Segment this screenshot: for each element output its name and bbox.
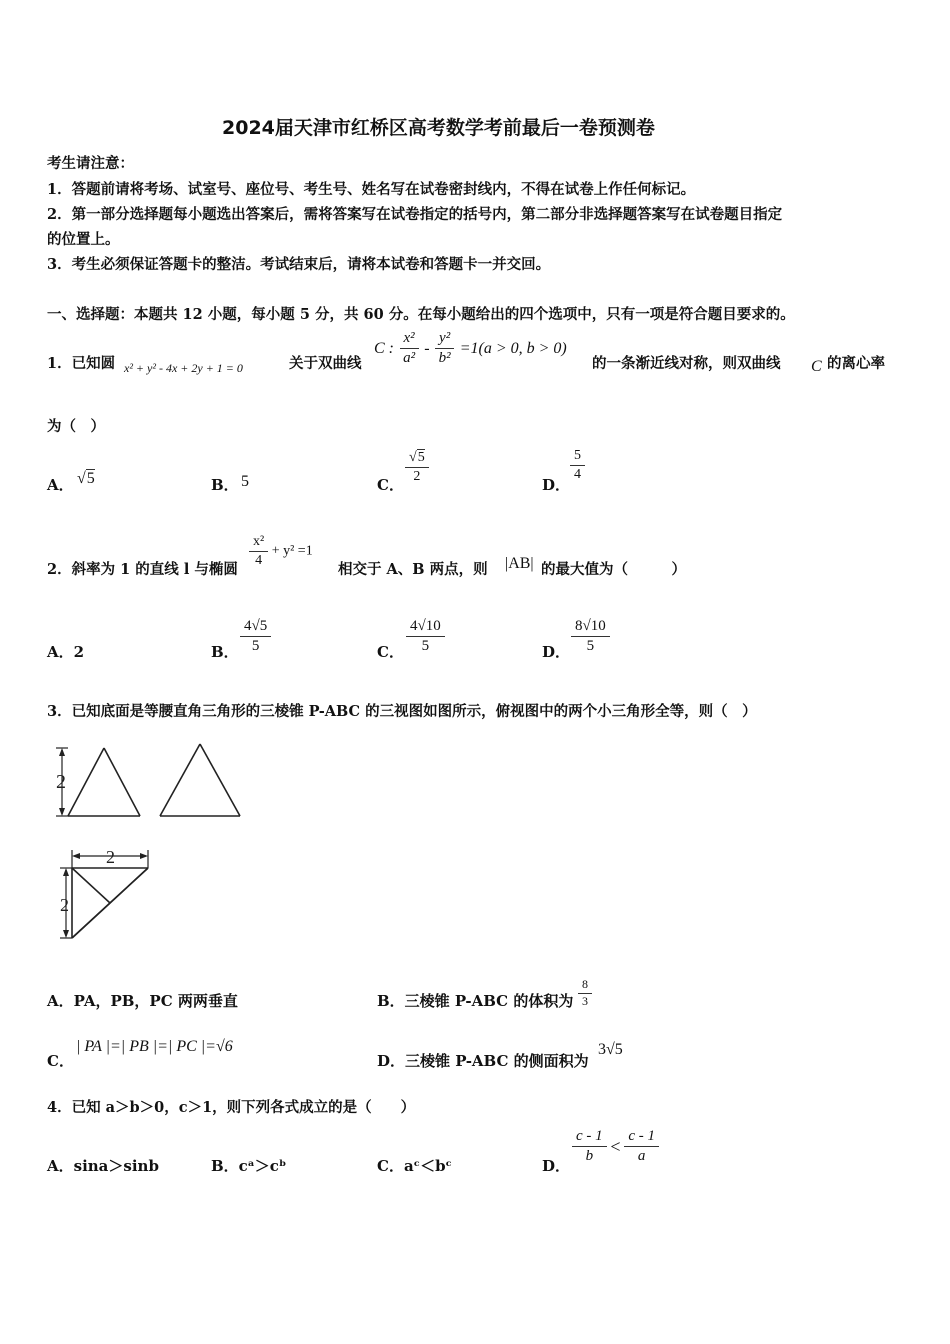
q4-opt-d-num2: c - 1 xyxy=(624,1128,659,1147)
notice-item-2: 2．第一部分选择题每小题选出答案后，需将答案写在试卷指定的括号内，第二部分非选择题答案写在试卷题目指定 xyxy=(47,206,783,223)
q1-opt-c-num: 5 xyxy=(417,450,425,465)
q3-option-c-label: C． xyxy=(47,1052,74,1070)
q1-hyperbola xyxy=(374,330,567,368)
q2-prefix: 2．斜率为 1 的直线 l 与椭圆 xyxy=(47,561,238,578)
three-view-diagram xyxy=(50,736,250,946)
q2-opt-b-num: 4√5 xyxy=(240,618,271,637)
q1-opt-d-num: 5 xyxy=(570,448,585,466)
q4-option-a: A．sina＞sinb xyxy=(47,1157,159,1175)
q1-hyp-minus: - xyxy=(424,339,430,357)
q2-ellipse xyxy=(249,534,313,569)
q2-opt-d-den: 5 xyxy=(586,638,595,655)
q1-prefix: 1．已知圆 xyxy=(47,355,116,372)
q3-option-b-value xyxy=(578,978,592,1009)
page-title: 2024届天津市红桥区高考数学考前最后一卷预测卷 xyxy=(222,117,655,139)
q1-option-b-value: 5 xyxy=(241,473,249,490)
q3-option-a-text: A．PA，PB，PC 两两垂直 xyxy=(47,992,238,1010)
q1-hyperbola-x-frac xyxy=(399,330,419,368)
q4-opt-d-den2: a xyxy=(637,1148,646,1165)
q1-hyperbola-y-frac xyxy=(435,330,455,368)
q1-option-a-value: √5 xyxy=(77,470,95,487)
q2-mid: 相交于 A、B 两点，则 xyxy=(338,561,488,578)
q4-stem: 4．已知 a＞b＞0，c＞1，则下列各式成立的是（ ） xyxy=(47,1099,416,1116)
q3-stem: 3．已知底面是等腰直角三角形的三棱锥 P-ABC 的三视图如图所示，俯视图中的两个小三角形全等，则（ ） xyxy=(47,703,757,720)
q2-option-b-value xyxy=(240,618,271,656)
q1-opt-d-den: 4 xyxy=(574,467,581,483)
q1-option-c-value: $\frac{√5}{2}$ xyxy=(405,450,429,485)
notice-item-2-cont: 的位置上。 xyxy=(47,231,120,248)
q2-ell-rest: + y² =1 xyxy=(271,543,313,559)
q3-option-a xyxy=(47,990,238,1011)
q4-option-d-value xyxy=(572,1128,659,1166)
q1-option-d-value xyxy=(570,448,585,483)
q2-option-d-label: D． xyxy=(542,643,571,661)
q3-option-d-label: D．三棱锥 P-ABC 的侧面积为 xyxy=(377,1052,589,1070)
q2-ell-num: x² xyxy=(249,534,268,552)
side-view xyxy=(160,744,240,816)
q1-option-b-label: B． xyxy=(211,476,239,494)
q1-option-a-label: A． xyxy=(47,476,74,494)
q2-opt-b-den: 5 xyxy=(251,638,260,655)
q2-option-c-label: C． xyxy=(377,643,404,661)
q2-ell-den: 4 xyxy=(255,553,263,569)
q1-hyp-y-den: b² xyxy=(438,350,451,367)
q1-line2: 为（ ） xyxy=(47,418,105,435)
top-view-height-label: 2 xyxy=(60,895,69,915)
q2-option-a: A．2 xyxy=(47,643,85,661)
section-heading: 一、选择题：本题共 12 小题，每小题 5 分，共 60 分。在每小题给出的四个选项中，只有一项是符合题目要求的。 xyxy=(47,306,795,323)
q1-hyperbola-c: C : xyxy=(374,339,394,357)
q1-suffix: 的一条渐近线对称，则双曲线 xyxy=(592,355,781,372)
q1-option-d-label: D． xyxy=(542,476,571,494)
q3-option-c-value: | PA |=| PB |=| PC |=√6 xyxy=(76,1038,233,1055)
q3-opt-b-den: 3 xyxy=(582,993,588,1008)
q2-abs-ab: |AB| xyxy=(505,555,534,572)
q3-option-d-value: 3√5 xyxy=(598,1041,623,1058)
q1-opt-c-den: 2 xyxy=(413,469,421,485)
q1-opt-a-radicand: 5 xyxy=(86,470,95,487)
notice-item-1: 1．答题前请将考场、试室号、座位号、考生号、姓名写在试卷密封线内，不得在试卷上作任何标记。 xyxy=(47,181,696,198)
q2-suffix: 的最大值为（ ） xyxy=(541,561,686,578)
q4-option-c: C．aᶜ＜bᶜ xyxy=(377,1157,452,1175)
q1-option-c-label: C． xyxy=(377,476,404,494)
notice-item-3: 3．考生必须保证答题卡的整洁。考试结束后，请将本试卷和答题卡一并交回。 xyxy=(47,256,551,273)
notice-heading: 考生请注意： xyxy=(47,155,134,172)
q2-option-d-value xyxy=(571,618,610,656)
q4-opt-d-num1: c - 1 xyxy=(572,1128,607,1147)
q2-opt-c-num: 4√10 xyxy=(406,618,445,637)
q1-hyp-condition: =1(a > 0, b > 0) xyxy=(459,339,567,357)
q1-c-var: C xyxy=(811,358,822,375)
front-view-height-label: 2 xyxy=(56,771,66,793)
q3-option-b-label: B．三棱锥 P-ABC 的体积为 xyxy=(377,992,574,1010)
q1-mid-text: 关于双曲线 xyxy=(289,355,362,372)
q4-opt-d-lt: < xyxy=(610,1136,621,1157)
q4-option-d-label: D． xyxy=(542,1157,571,1175)
q1-suffix2: 的离心率 xyxy=(827,355,885,372)
q2-opt-c-den: 5 xyxy=(421,638,430,655)
q1-hyp-x-num: x² xyxy=(400,330,419,349)
q2-option-c-value xyxy=(406,618,445,656)
q1-circle-equation: x² + y² - 4x + 2y + 1 = 0 xyxy=(124,361,243,375)
q4-option-b: B．cᵃ＞cᵇ xyxy=(211,1157,287,1175)
top-view xyxy=(60,850,148,938)
q4-opt-d-den1: b xyxy=(585,1148,594,1165)
q3-opt-b-num: 8 xyxy=(578,978,592,994)
q1-hyp-x-den: a² xyxy=(403,350,416,367)
q1-hyp-y-num: y² xyxy=(435,330,454,349)
q2-option-b-label: B． xyxy=(211,643,239,661)
front-view xyxy=(56,748,140,816)
q2-opt-d-num: 8√10 xyxy=(571,618,610,637)
top-view-width-label: 2 xyxy=(106,847,115,867)
